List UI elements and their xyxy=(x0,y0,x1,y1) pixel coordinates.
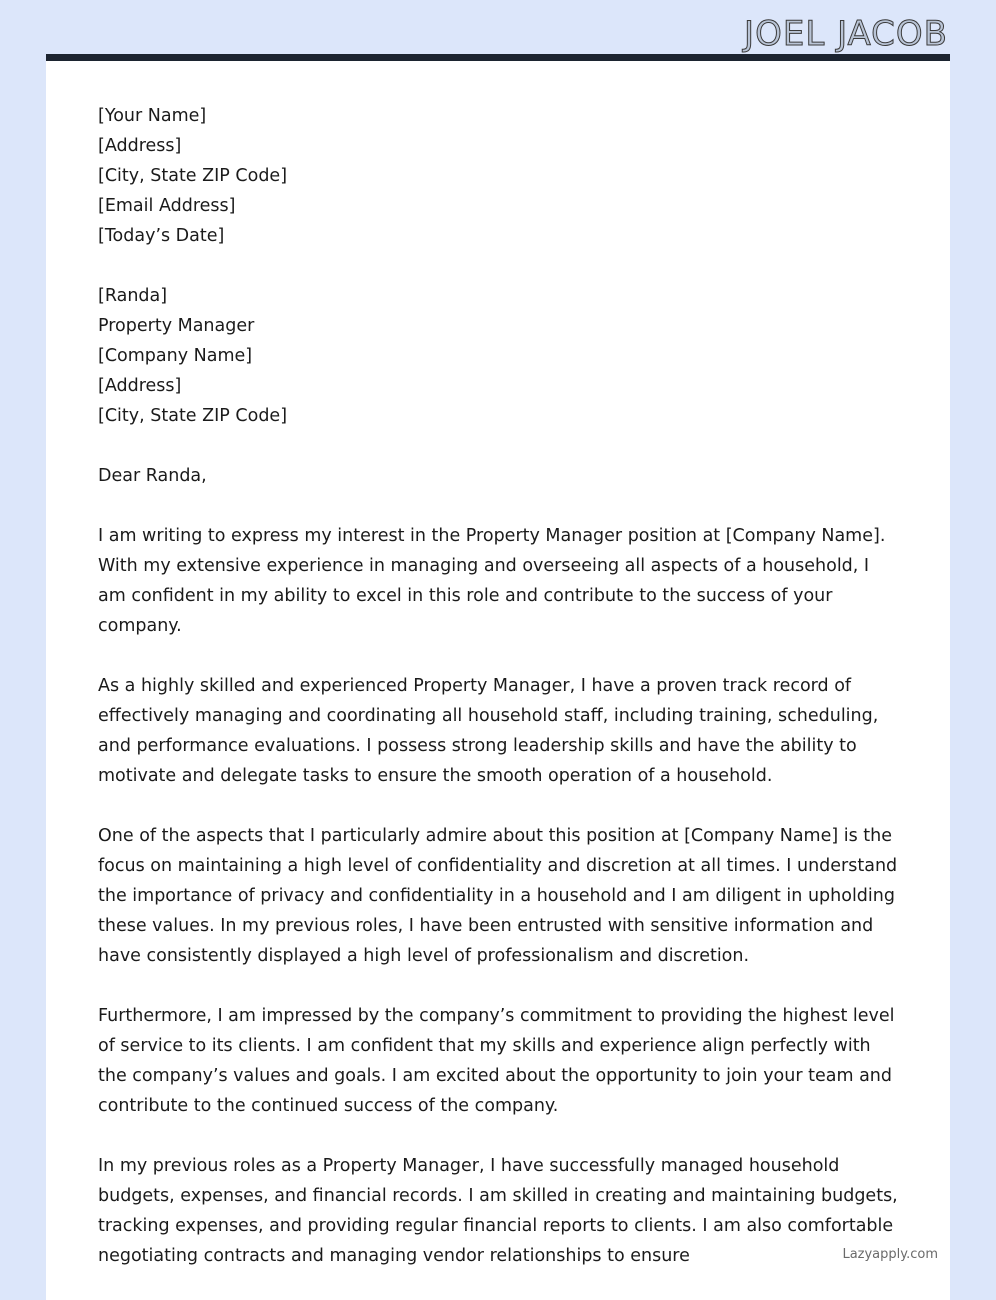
sender-line: [Your Name] xyxy=(98,106,207,126)
sender-address-block xyxy=(98,101,898,251)
letter-paragraph: Furthermore, I am impressed by the company’s commitment to providing the highest level of service to its clients. I am confident that my skills and experience align perfectly with the company’s values and goals. I am excited about the opportunity to join your team and contribute to the continued success of the company. xyxy=(98,1006,895,1116)
recipient-line: [Randa] xyxy=(98,286,168,306)
letter-paragraph: In my previous roles as a Property Manager, I have successfully managed household budgets, expenses, and financial records. I am skilled in creating and maintaining budgets, tracking expenses, and providing regular financial reports to clients. I am also comfortable negotiating contracts and managing vendor relationships to ensure xyxy=(98,1156,898,1266)
sender-line: [Email Address] xyxy=(98,196,236,216)
cover-letter-body xyxy=(46,54,950,1300)
letter-paragraph: As a highly skilled and experienced Property Manager, I have a proven track record of effectively managing and coordinating all household staff, including training, scheduling, and performance evaluations. I possess strong leadership skills and have the ability to motivate and delegate tasks to ensure the smooth operation of a household. xyxy=(98,676,879,786)
recipient-line: Property Manager xyxy=(98,316,255,336)
recipient-line: [City, State ZIP Code] xyxy=(98,406,288,426)
recipient-address-block xyxy=(98,281,898,431)
recipient-line: [Address] xyxy=(98,376,182,396)
letter-paragraph: I am writing to express my interest in the Property Manager position at [Company Name]. With my extensive experience in managing and overseeing all aspects of a household, I am confident in my ability to excel in this role and contribute to the success of your company. xyxy=(98,526,886,636)
letter-paragraph: One of the aspects that I particularly admire about this position at [Company Name] is the focus on maintaining a high level of confidentiality and discretion at all times. I understand the importance of privacy and confidentiality in a household and I am diligent in upholding these values. In my previous roles, I have been entrusted with sensitive information and have consistently displayed a high level of professionalism and discretion. xyxy=(98,826,898,966)
watermark-label: Lazyapply.com xyxy=(842,1247,938,1262)
salutation: Dear Randa, xyxy=(98,466,207,486)
candidate-name: JOEL JACOB xyxy=(744,14,948,54)
document-header xyxy=(0,0,996,55)
sender-line: [Today’s Date] xyxy=(98,226,225,246)
sender-line: [City, State ZIP Code] xyxy=(98,166,288,186)
recipient-line: [Company Name] xyxy=(98,346,253,366)
sender-line: [Address] xyxy=(98,136,182,156)
